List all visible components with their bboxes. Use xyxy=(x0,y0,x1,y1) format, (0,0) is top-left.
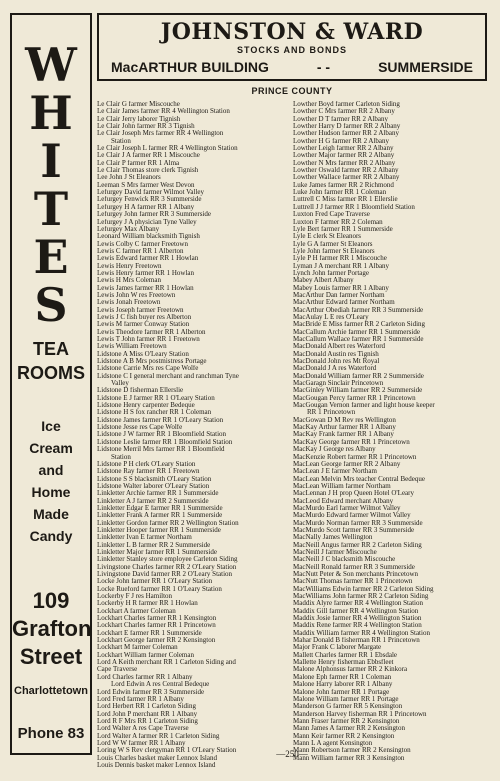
directory-entry: Station xyxy=(111,453,131,461)
directory-entry: Lewis John W res Freetown xyxy=(97,291,176,299)
directory-entry: Lidstone Henry carpenter Bedeque xyxy=(97,402,195,410)
product-word: Candy xyxy=(29,528,73,544)
directory-entry: Mann Fraser farmer RR 2 Kensington xyxy=(293,717,400,725)
directory-entry: Linkletter Hooper farmer RR 1 Summerside xyxy=(97,526,221,534)
directory-entry: Maddix Gill farmer RR 4 Wellington Station xyxy=(293,607,419,615)
brand-letter: S xyxy=(34,278,68,332)
directory-entry: Lewis J C fish buyer res Alberton xyxy=(97,313,192,321)
directory-entry: Lord Edwin farmer RR 3 Summerside xyxy=(97,688,205,696)
directory-entry: Le Clair Thomas store clerk Tignish xyxy=(97,167,199,175)
directory-entry: Luttrell C Miss farmer RR 1 Ellerslie xyxy=(293,196,398,204)
directory-entry: Lyle E clerk St Eleanors xyxy=(293,233,362,241)
directory-entry: Lowther N Mrs farmer RR 2 Albany xyxy=(293,159,396,167)
rooms-label: ROOMS xyxy=(16,363,85,383)
directory-entry: MacAulay L E res O'Leary xyxy=(293,313,369,321)
directory-entry: MacDonald J A res Waterford xyxy=(293,365,377,373)
directory-entry: Lee John J St Eleanors xyxy=(97,174,161,182)
directory-entry: Linkletter A J farmer RR 2 Summerside xyxy=(97,497,209,505)
directory-entry: Livingstone Charles farmer RR 2 O'Leary Station xyxy=(97,563,237,571)
brand-letter: E xyxy=(33,230,69,284)
directory-entry: Mann Robertson farmer RR 2 Kensington xyxy=(293,747,411,755)
directory-entry: Louis Charles basket maker Lennox Island xyxy=(97,754,217,762)
directory-entry: Le Clair James farmer RR 4 Wellington Station xyxy=(97,108,230,116)
directory-entry: Lord John P merchant RR 1 Albany xyxy=(97,710,198,718)
directory-entry: MacArthur Obediah farmer RR 3 Summerside xyxy=(293,306,424,314)
directory-entry: Lockerby F J res Hamilton xyxy=(97,593,173,601)
directory-entry: Lowther Major farmer RR 2 Albany xyxy=(293,152,395,160)
directory-entry: Linkletter Frank A farmer RR 1 Summerside xyxy=(97,512,223,520)
directory-entry: Mann L A agent Kensington xyxy=(293,739,373,747)
directory-entry: Lefurgey H A farmer RR 1 Albany xyxy=(97,203,195,211)
directory-entry: MacBride E Miss farmer RR 2 Carleton Siding xyxy=(293,321,426,329)
directory-entry: Mann Keir farmer RR 2 Kensington xyxy=(293,732,395,740)
directory-entry: RR 1 Princetown xyxy=(307,409,356,417)
directory-entry: Locke John farmer RR 1 O'Leary Station xyxy=(97,578,213,586)
directory-entry: MacNally James Wellington xyxy=(293,534,373,542)
directory-entry: MacKay George farmer RR 1 Princetown xyxy=(293,438,410,446)
advertisement-side xyxy=(10,13,92,755)
directory-entry: MacNeill J C blacksmith Miscouche xyxy=(293,556,396,564)
directory-entry: Malone John farmer RR 1 Portage xyxy=(293,688,390,696)
directory-entry: Livingstone David farmer RR 2 O'Leary Station xyxy=(97,571,233,578)
directory-entry: MacGougan Vernon farmer and light house keeper xyxy=(293,402,435,410)
directory-entry: MacNutt Peter & Son merchants Princetown xyxy=(293,571,419,578)
directory-entry: Lyle John farmer St Eleanors xyxy=(293,247,375,255)
directory-entry: Lidstone James farmer RR 1 O'Leary Station xyxy=(97,416,224,424)
directory-entry: Lidstone A B Mrs postmistress Portage xyxy=(97,358,207,366)
directory-entry: Lockhart Charles farmer RR 1 Kensington xyxy=(97,615,217,623)
directory-entry: Lidstone H S fox rancher RR 1 Coleman xyxy=(97,409,212,417)
directory-entry: MacMurdo Norman farmer RR 3 Summerside xyxy=(293,519,423,527)
directory-entry: Le Clair G farmer Miscouche xyxy=(97,101,180,108)
directory-entry: Lewis Henry Freetown xyxy=(97,262,162,270)
product-word: and xyxy=(38,462,64,478)
product-word: Cream xyxy=(29,440,73,456)
ad-dashes: - - xyxy=(316,59,331,75)
directory-entry: Maddix Josie farmer RR 4 Wellington Station xyxy=(293,615,422,623)
directory-entry: Luxton F farmer RR 2 Coleman xyxy=(293,218,383,226)
directory-entry: Mann William farmer RR 3 Kensington xyxy=(293,754,405,762)
directory-entry: Lefurgey John farmer RR 3 Summerside xyxy=(97,211,211,219)
directory-entry: Lefurgey Max Albany xyxy=(97,225,160,233)
directory-entry: MacMurdo Edward farmer Wilmot Valley xyxy=(293,512,411,520)
directory-entry: Lidstone J W farmer RR 1 Bloomfield Station xyxy=(97,431,227,439)
directory-entry: Lidstone Merril Mrs farmer RR 1 Bloomfield xyxy=(97,446,225,454)
directory-entry: Valley xyxy=(111,380,129,388)
directory-entry: Lynch John farmer Portage xyxy=(293,269,370,277)
directory-entry: MacNeill J farmer Miscouche xyxy=(293,548,377,556)
directory-entry: Le Clair John farmer RR 3 Tignish xyxy=(97,123,195,131)
addr-number: 109 xyxy=(32,588,70,613)
directory-entry: Le Clair J A farmer RR 1 Miscouche xyxy=(97,152,200,160)
directory-entry: Lord R F Mrs RR 1 Carleton Siding xyxy=(97,717,198,725)
directory-entry: Linkletter Major farmer RR 1 Summerside xyxy=(97,548,217,556)
directory-entry: Lyle Bert farmer RR 1 Summerside xyxy=(293,225,393,233)
directory-entry: Linkletter Ivan E farmer Northam xyxy=(97,534,192,542)
directory-entry: Maddix Rene farmer RR 4 Wellington Station xyxy=(293,622,422,630)
directory-entry: Lidstone Ray farmer RR 1 Freetown xyxy=(97,468,200,476)
directory-entry: Malone Harry laborer RR 1 Albany xyxy=(293,681,393,689)
ad-side-phone: Phone 83 xyxy=(17,725,85,742)
directory-entry: Malone William farmer RR 1 Portage xyxy=(293,695,399,703)
directory-entry: Lockhart George farmer RR 2 Kensington xyxy=(97,637,216,645)
directory-entry: Lefurgey David farmer Wilmot Valley xyxy=(97,189,205,197)
ad-city: SUMMERSIDE xyxy=(378,59,473,75)
directory-entry: MacNutt Thomas farmer RR 1 Princetown xyxy=(293,578,413,586)
directory-entry: MacGinley William farmer RR 2 Summerside xyxy=(293,387,423,395)
directory-entry: MacDonald Albert res Waterford xyxy=(293,343,386,351)
directory-entry: Maddix William farmer RR 4 Wellington Station xyxy=(293,629,430,637)
directory-entry: Lewis William Freetown xyxy=(97,343,167,351)
directory-entry: Lockerby H R farmer RR 1 Howlan xyxy=(97,600,198,608)
directory-entry: MacNeill Ronald farmer RR 3 Summerside xyxy=(293,563,415,571)
directory-entry: Lewis James farmer RR 1 Howlan xyxy=(97,284,194,292)
directory-entry: Lord A Keith merchant RR 1 Carleton Siding and xyxy=(97,659,236,667)
directory-entry: Lyle P H farmer RR 1 Miscouche xyxy=(293,255,387,263)
directory-entry: Lewis Colby C farmer Freetown xyxy=(97,240,188,248)
directory-entry: Lyle G A farmer St Eleanors xyxy=(293,240,373,248)
directory-entry: MacDonald William farmer RR 2 Summerside xyxy=(293,372,424,380)
directory-entry: Linkletter L B farmer RR 2 Summerside xyxy=(97,541,211,549)
directory-entry: Lord Walter A res Cape Traverse xyxy=(97,725,189,733)
directory-entry: MacLean Melvin Mrs teacher Central Bedeque xyxy=(293,475,425,483)
directory-entry: Malone Alphonsus farmer RR 2 Kinkora xyxy=(293,666,408,674)
directory-entry: MacKenzie Robert farmer RR 1 Princetown xyxy=(293,453,417,461)
directory-entry: Le Clair Joseph L farmer RR 4 Wellington Station xyxy=(97,145,238,153)
directory-entry: Lewis M farmer Conway Station xyxy=(97,321,190,329)
directory-entry: Lewis Henry farmer RR 1 Howlan xyxy=(97,269,195,277)
directory-entry: Lord Walter A farmer RR 1 Carleton Siding xyxy=(97,732,220,740)
directory-entry: Lowther C Mrs farmer RR 2 Albany xyxy=(293,108,395,116)
directory-entry: Lidstone Carrie Mrs res Cape Wolfe xyxy=(97,365,199,373)
directory-entry: MacKay J George res Albany xyxy=(293,446,376,454)
directory-entry: Station xyxy=(111,137,131,145)
directory-entry: Lowther D T farmer RR 2 Albany xyxy=(293,115,389,123)
directory-entry: MacLeod Edward merchant Albany xyxy=(293,497,394,505)
directory-entry: MacGaragn Sinclair Princetown xyxy=(293,380,384,388)
directory-entry: Lowther Leigh farmer RR 2 Albany xyxy=(293,145,394,153)
directory-entry: Lidstone C I general merchant and ranchman Tyne xyxy=(97,372,239,380)
directory-entry: MacDonald Austin res Tignish xyxy=(293,350,379,358)
directory-entry: Mabey Albert Albany xyxy=(293,277,354,285)
ad-side-brand xyxy=(12,38,90,332)
directory-entry: Lowther Harry D farmer RR 2 Albany xyxy=(293,123,401,131)
directory-entry: MacWilliams John farmer RR 2 Carleton Siding xyxy=(293,593,429,601)
directory-entry: Linkletter Archie farmer RR 1 Summerside xyxy=(97,490,219,498)
directory-entry: MacDonald John res Mt Royal xyxy=(293,358,380,366)
directory-entry: MacKay Frank farmer RR 1 Albany xyxy=(293,431,394,439)
directory-entry: MacMurdo Scott farmer RR 3 Summerside xyxy=(293,526,415,534)
directory-entry: MacGougan Percy farmer RR 1 Princetown xyxy=(293,394,416,402)
directory-entry: Lidstone A Miss O'Leary Station xyxy=(97,350,189,358)
directory-entry: Luke James farmer RR 2 Richmond xyxy=(293,181,394,189)
directory-entry: MacKay Arthur farmer RR 1 Albany xyxy=(293,424,396,432)
brand-letter: H xyxy=(29,86,73,140)
directory-entry: Lefurgey J A physician Tyne Valley xyxy=(97,218,197,226)
tea-label: TEA xyxy=(33,339,69,359)
directory-entry: Linkletter Edgar E farmer RR 1 Summerside xyxy=(97,504,223,512)
ad-products xyxy=(12,415,90,547)
directory-entry: Luttrell J J farmer RR 1 Bloomfield Station xyxy=(293,203,415,211)
directory-entry: MacCallum Archie farmer RR 1 Summerside xyxy=(293,328,420,336)
ad-tea-rooms xyxy=(12,337,90,385)
brand-letter: I xyxy=(40,134,62,188)
directory-entry: Lord Fred farmer RR 1 Albany xyxy=(97,695,184,703)
directory-entry: Lowther Hudson farmer RR 2 Albany xyxy=(293,130,399,138)
directory-entry: Luke John farmer RR 1 Coleman xyxy=(293,189,387,197)
directory-entry: Lidstone E J farmer RR 1 O'Leary Station xyxy=(97,394,215,402)
directory-column-left xyxy=(97,101,293,769)
directory-entry: MacNeill Angus farmer RR 2 Carleton Siding xyxy=(293,541,422,549)
directory-entry: Linkletter Stanley store employee Carleton Siding xyxy=(97,556,238,564)
directory-entry: Lewis Joseph farmer Freetown xyxy=(97,306,184,314)
directory-entry: Lowther H G farmer RR 2 Albany xyxy=(293,137,390,145)
directory-entry: Lord Edwin A res Central Bedeque xyxy=(111,681,210,689)
directory-entry: Lowther Oswald farmer RR 2 Albany xyxy=(293,167,399,175)
ad-subtitle: STOCKS AND BONDS xyxy=(236,45,347,55)
directory-entry: Lewis C farmer RR 1 Alberton xyxy=(97,247,184,255)
ad-building: MacARTHUR BUILDING xyxy=(111,59,269,75)
section-title: PRINCE COUNTY xyxy=(251,86,333,96)
directory-entry: Loring W S Rev clergyman RR 1 O'Leary Station xyxy=(97,747,237,755)
directory-entry: Lockhart Charles farmer RR 1 Princetown xyxy=(97,622,216,630)
directory-entry: Le Clair Jerry laborer Tignish xyxy=(97,115,181,123)
directory-entry: MacArthur Dan farmer Northam xyxy=(293,291,385,299)
directory-entry: Lockhart William farmer Coleman xyxy=(97,651,194,659)
directory-entry: Mann James A farmer RR 2 Kensington xyxy=(293,725,405,733)
directory-entry: Malone Eph farmer RR 1 Coleman xyxy=(293,673,392,681)
directory-entry: Manderson G farmer RR 5 Kensington xyxy=(293,703,403,711)
addr-street-suffix: Street xyxy=(19,644,83,669)
brand-letter: W xyxy=(25,38,77,92)
directory-entry: MacLean William farmer Northam xyxy=(293,482,391,490)
directory-entry: Lewis Edward farmer RR 1 Howlan xyxy=(97,255,199,263)
directory-entry: Le Clair Joseph Mrs farmer RR 4 Wellington xyxy=(97,130,224,138)
directory-entry: Lord W W farmer RR 1 Albany xyxy=(97,739,186,747)
advertisement-top xyxy=(97,13,487,81)
ad-address-row xyxy=(99,59,485,75)
directory-entry: Lewis T John farmer RR 1 Freetown xyxy=(97,336,200,343)
directory-entry: Lord Charles farmer RR 1 Albany xyxy=(97,673,193,681)
directory-entry: Lockhart E farmer RR 1 Summerside xyxy=(97,629,202,637)
directory-entry: Lidstone S S blacksmith O'Leary Station xyxy=(97,475,212,483)
directory-entry: Cape Traverse xyxy=(97,666,138,674)
directory-entry: Lidstone Leslie farmer RR 1 Bloomfield Station xyxy=(97,438,233,446)
ad-side-city: Charlottetown xyxy=(14,685,88,697)
directory-entry: Leeman S Mrs farmer West Devon xyxy=(97,181,195,189)
directory-entry: Mabey Louis farmer RR 1 Albany xyxy=(293,284,389,292)
directory-entry: Lockhart M farmer Coleman xyxy=(97,644,178,652)
directory-entry: Lowther Wallace farmer RR 2 Albany xyxy=(293,174,400,182)
page-number: —250— xyxy=(276,749,308,759)
directory-entry: MacLean J E farmer Northam xyxy=(293,468,377,476)
directory-entry: Mallette Henry fisherman Ebbsfleet xyxy=(293,659,394,667)
directory-entry: Leonard William blacksmith Tignish xyxy=(97,233,200,241)
directory-entry: Lidstone P H clerk O'Leary Station xyxy=(97,460,196,468)
directory-entry: Lord Herbert RR 1 Carleton Siding xyxy=(97,703,196,711)
directory-entry: Le Clair P farmer RR 1 Alma xyxy=(97,159,180,167)
ad-address xyxy=(12,587,90,671)
directory-entry: MacLennan J H prop Queen Hotel O'Leary xyxy=(293,490,414,498)
directory-entry: Locke Rueford farmer RR 1 O'Leary Station xyxy=(97,585,222,593)
directory-entry: Lidstone Walter laborer O'Leary Station xyxy=(97,482,210,490)
directory-entry: Linkletter Gordon farmer RR 2 Wellington Station xyxy=(97,519,239,527)
directory-entry: Mallett Charles farmer RR 1 Ebsdale xyxy=(293,651,397,659)
addr-street: Grafton xyxy=(12,616,92,641)
directory-entry: Manderson Harvey fisherman RR 1 Princetown xyxy=(293,710,427,718)
directory-entry: Lewis Theodore farmer RR 1 Alberton xyxy=(97,328,206,336)
directory-entry: Lowther Boyd farmer Carleton Siding xyxy=(293,101,400,108)
directory-entry: Lewis Jonah Freetown xyxy=(97,299,161,307)
product-word: Made xyxy=(33,506,69,522)
directory-entry: MacGowan D M Rev res Wellington xyxy=(293,416,396,424)
product-word: Home xyxy=(31,484,71,500)
directory-entry: Lockhart A farmer Coleman xyxy=(97,607,176,615)
brand-letter: T xyxy=(33,182,69,236)
directory-entry: Major Frank C laborer Margate xyxy=(293,644,382,652)
product-word: Ice xyxy=(41,418,61,434)
directory-entry: Louis Dennis basket maker Lennox Island xyxy=(97,761,216,769)
directory-entry: MacCallum Wallace farmer RR 1 Summerside xyxy=(293,336,424,343)
directory-entry: Lidstone D fisherman Ellerslie xyxy=(97,387,184,395)
directory-entry: MacMurdo Earl farmer Wilmot Valley xyxy=(293,504,401,512)
directory-entry: Lefurgey Fenwick RR 3 Summerside xyxy=(97,196,202,204)
ad-company-name: JOHNSTON & WARD xyxy=(160,19,424,45)
directory-entry: MacLean George farmer RR 2 Albany xyxy=(293,460,401,468)
directory-entry: MacArthur Edward farmer Northam xyxy=(293,299,395,307)
directory-entry: Luxton Fred Cape Traverse xyxy=(293,211,370,219)
directory-entry: Lidstone Jesse res Cape Wolfe xyxy=(97,424,183,432)
directory-entry: Mahar Donald B fisherman RR 1 Princetown xyxy=(293,637,420,645)
directory-entry: Lewis H Mrs Coleman xyxy=(97,277,161,285)
directory-column-right xyxy=(293,101,489,762)
directory-entry: Maddix Alyre farmer RR 4 Wellington Station xyxy=(293,600,423,608)
directory-entry: MacWilliams Edwin farmer RR 2 Carleton Siding xyxy=(293,585,434,593)
directory-entry: Lyman J A merchant RR 1 Albany xyxy=(293,262,390,270)
